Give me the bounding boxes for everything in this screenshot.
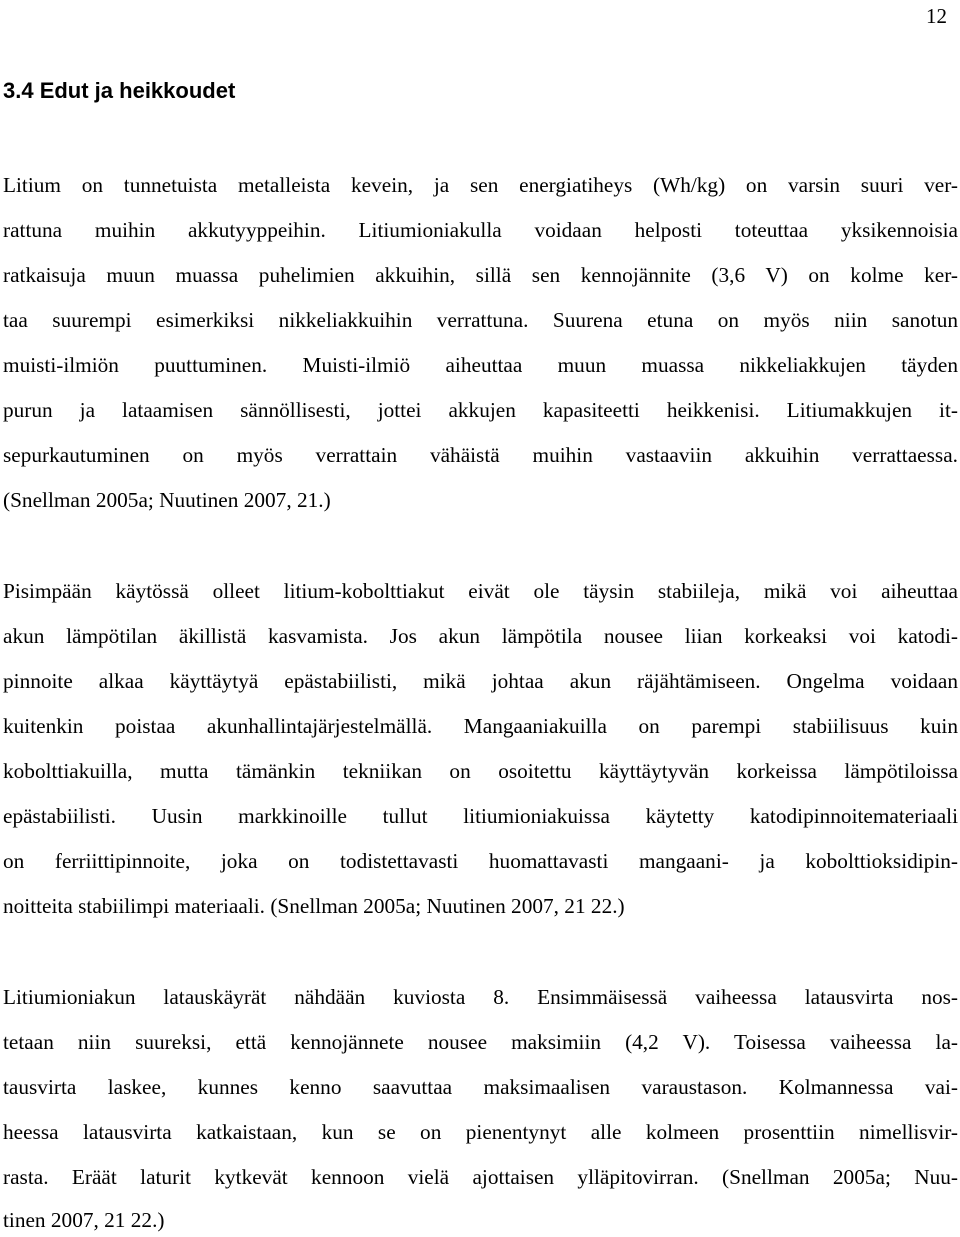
paragraph-line: rattuna muihin akkutyyppeihin. Litiumioniakulla voidaan helposti toteuttaa yksikennoisia bbox=[3, 218, 958, 242]
paragraph-line: tinen 2007, 21 22.) bbox=[3, 1208, 165, 1232]
page-number: 12 bbox=[926, 4, 947, 28]
paragraph-line: kuitenkin poistaa akunhallintajärjestelmällä. Mangaaniakuilla on parempi stabiilisuus kuin bbox=[3, 714, 958, 738]
section-heading: 3.4 Edut ja heikkoudet bbox=[3, 78, 236, 103]
paragraph-line: muisti-ilmiön puuttuminen. Muisti-ilmiö aiheuttaa muun muassa nikkeliakkujen täyden bbox=[3, 353, 958, 377]
paragraph-line: pinnoite alkaa käyttäytyä epästabiilisti, mikä johtaa akun räjähtämiseen. Ongelma voidaan bbox=[3, 669, 958, 693]
paragraph-line: heessa latausvirta katkaistaan, kun se on pienentynyt alle kolmeen prosenttiin nimellisvir- bbox=[3, 1120, 958, 1144]
paragraph-line: ratkaisuja muun muassa puhelimien akkuihin, sillä sen kennojännite (3,6 V) on kolme ker- bbox=[3, 263, 958, 287]
paragraph-line: Litiumioniakun latauskäyrät nähdään kuviosta 8. Ensimmäisessä vaiheessa latausvirta nos- bbox=[3, 985, 958, 1009]
paragraph-line: tetaan niin suureksi, että kennojännete nousee maksimiin (4,2 V). Toisessa vaiheessa la- bbox=[3, 1030, 958, 1054]
paragraph-line: purun ja lataamisen sännöllisesti, jottei akkujen kapasiteetti heikkenisi. Litiumakkujen it- bbox=[3, 398, 958, 422]
paragraph-line: noitteita stabiilimpi materiaali. (Snellman 2005a; Nuutinen 2007, 21 22.) bbox=[3, 894, 625, 918]
paragraph-line: (Snellman 2005a; Nuutinen 2007, 21.) bbox=[3, 488, 331, 512]
paragraph-line: on ferriittipinnoite, joka on todistettavasti huomattavasti mangaani- ja kobolttioksidipin- bbox=[3, 849, 958, 873]
paragraph-line: Litium on tunnetuista metalleista kevein, ja sen energiatiheys (Wh/kg) on varsin suuri ver- bbox=[3, 173, 958, 197]
paragraph-line: taa suurempi esimerkiksi nikkeliakkuihin verrattuna. Suurena etuna on myös niin sanotun bbox=[3, 308, 958, 332]
paragraph-line: sepurkautuminen on myös verrattain vähäistä muihin vastaaviin akkuihin verrattaessa. bbox=[3, 443, 958, 467]
paragraph-line: akun lämpötilan äkillistä kasvamista. Jos akun lämpötila nousee liian korkeaksi voi katodi- bbox=[3, 624, 958, 648]
paragraph-line: Pisimpään käytössä olleet litium-kobolttiakut eivät ole täysin stabiileja, mikä voi aiheuttaa bbox=[3, 579, 958, 603]
paragraph-line: epästabiilisti. Uusin markkinoille tullut litiumioniakuissa käytetty katodipinnoitemateriaali bbox=[3, 804, 958, 828]
paragraph-line: tausvirta laskee, kunnes kenno saavuttaa maksimaalisen varaustason. Kolmannessa vai- bbox=[3, 1075, 958, 1099]
paragraph-line: rasta. Eräät laturit kytkevät kennoon vielä ajottaisen ylläpitovirran. (Snellman 2005a; Nuu- bbox=[3, 1165, 958, 1189]
paragraph-line: kobolttiakuilla, mutta tämänkin tekniikan on osoitettu käyttäytyvän korkeissa lämpötiloissa bbox=[3, 759, 958, 783]
